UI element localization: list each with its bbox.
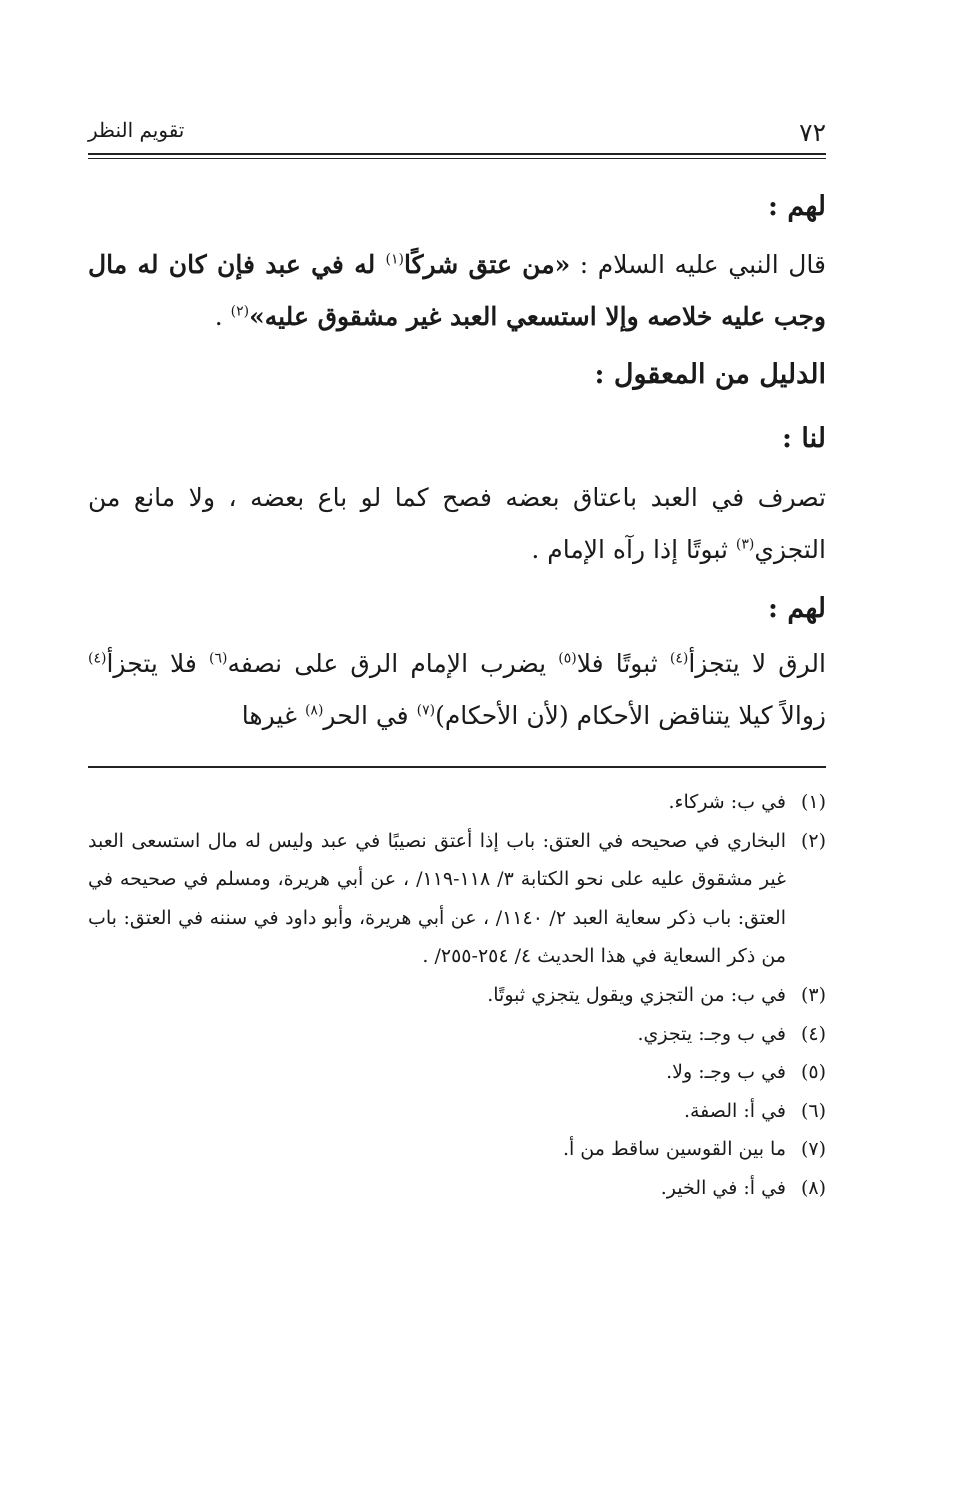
footnote-number: (١) <box>800 791 826 813</box>
lahum-text-f: في الحر <box>323 701 417 730</box>
section-heading-lahum-2: لهم : <box>767 593 826 624</box>
header-rule <box>88 153 826 155</box>
footnote-ref-4b: (٤) <box>88 650 107 667</box>
heading-lana-block <box>88 419 826 459</box>
footnote-text: في ب: من التجزي ويقول يتجزي ثبوتًا. <box>487 983 786 1006</box>
footnote-item <box>88 1015 826 1054</box>
footnote-ref-7: (٧) <box>416 702 436 719</box>
section-heading-lahum: لهم : <box>767 191 826 222</box>
lahum-text-g: غيرها <box>241 701 305 730</box>
book-page <box>88 0 826 1494</box>
paragraph-lana <box>88 472 826 576</box>
footnote-item <box>88 976 826 1015</box>
paragraph-lahum-block <box>88 638 826 742</box>
footnote-ref-5: (٥) <box>558 650 577 667</box>
footnote-number: (٣) <box>800 983 826 1006</box>
footnote-ref-3: (٣) <box>735 536 755 553</box>
lahum-text-d: فلا يتجزأ <box>106 649 209 678</box>
section-heading-lana: لنا : <box>782 423 826 454</box>
page-number: ٧٢ <box>799 118 826 147</box>
book-title: تقويم النظر <box>88 118 185 142</box>
footnote-text: ما بين القوسين ساقط من أ. <box>562 1138 786 1161</box>
footnote-number: (٦) <box>800 1099 826 1122</box>
lahum-text-c: يضرب الإمام الرق على نصفه <box>227 649 559 678</box>
footnote-item <box>88 783 826 822</box>
footnote-text: في ب: شركاء. <box>668 791 786 813</box>
footnote-ref-2: (٢) <box>230 303 250 320</box>
hadith-intro: قال النبي عليه السلام : <box>570 250 826 279</box>
footnote-ref-8: (٨) <box>304 702 324 719</box>
lana-text-part-2: ثبوتًا إذا رآه الإمام . <box>531 535 736 564</box>
lana-text-part-1: تصرف في العبد باعتاق بعضه فصح كما لو باع بعضه ، ولا مانع من التجزي <box>88 483 826 564</box>
footnote-number: (٨) <box>800 1176 826 1199</box>
section-heading-dalil: الدليل من المعقول : <box>594 359 826 390</box>
footnote-ref-1: (١) <box>385 251 404 268</box>
paragraph-lana-block <box>88 472 826 576</box>
hadith-end: . <box>214 302 231 331</box>
lahum-text-b: ثبوتًا فلا <box>576 649 670 678</box>
footnote-number: (٧) <box>800 1138 826 1161</box>
footnote-number: (٥) <box>800 1061 826 1084</box>
hadith-quote-part-1: «من عتق شركًا <box>403 250 571 279</box>
footnote-separator <box>88 766 826 768</box>
hadith-quote-part-2: له في عبد فإن كان له مال وجب عليه خلاصه وإلا استسعي العبد غير مشقوق عليه» <box>88 250 826 331</box>
footnote-item <box>88 822 826 976</box>
footnote-text: في ب وجـ: ولا. <box>666 1061 786 1084</box>
lahum-text-e: زوالاً كيلا يتناقض الأحكام (لأن الأحكام) <box>435 701 826 730</box>
footnote-text: في أ: في الخير. <box>660 1176 786 1199</box>
footnote-number: (٤) <box>800 1022 826 1045</box>
footnote-number: (٢) <box>800 829 826 852</box>
footnotes-list <box>88 783 826 1208</box>
footnote-ref-4: (٤) <box>669 650 689 667</box>
paragraph-hadith-block <box>88 239 826 343</box>
paragraph-lahum <box>88 638 826 742</box>
footnote-ref-6: (٦) <box>208 650 228 667</box>
header-rule-thin <box>88 158 826 159</box>
footnote-text: في أ: الصفة. <box>683 1099 786 1122</box>
footnote-item <box>88 1169 826 1208</box>
paragraph-hadith <box>88 239 826 343</box>
footnote-item <box>88 1092 826 1131</box>
lahum-text-a: الرق لا يتجزأ <box>688 649 826 678</box>
heading-lahum-2-block <box>88 589 826 629</box>
footnote-text: البخاري في صحيحه في العتق: باب إذا أعتق نصيبًا في عبد وليس له مال استسعى العبد غير مشقوق عليه على نحو الكتابة ٣/ ١١٨-١١٩/ ، عن أبي هريرة، ومسلم في صحيحه في العتق: باب ذكر سعاية العبد ٢/ ١١٤٠/ ، عن أبي هريرة، وأبو داود في سننه في العتق: باب من ذكر السعاية في هذا الحديث ٤/ ٢٥٤-٢٥٥/ . <box>88 829 786 968</box>
footnote-item <box>88 1053 826 1092</box>
heading-dalil-block <box>88 355 826 395</box>
heading-lahum-1-block <box>88 187 826 227</box>
running-head <box>88 118 826 152</box>
footnote-item <box>88 1130 826 1169</box>
footnote-text: في ب وجـ: يتجزي. <box>637 1022 786 1045</box>
